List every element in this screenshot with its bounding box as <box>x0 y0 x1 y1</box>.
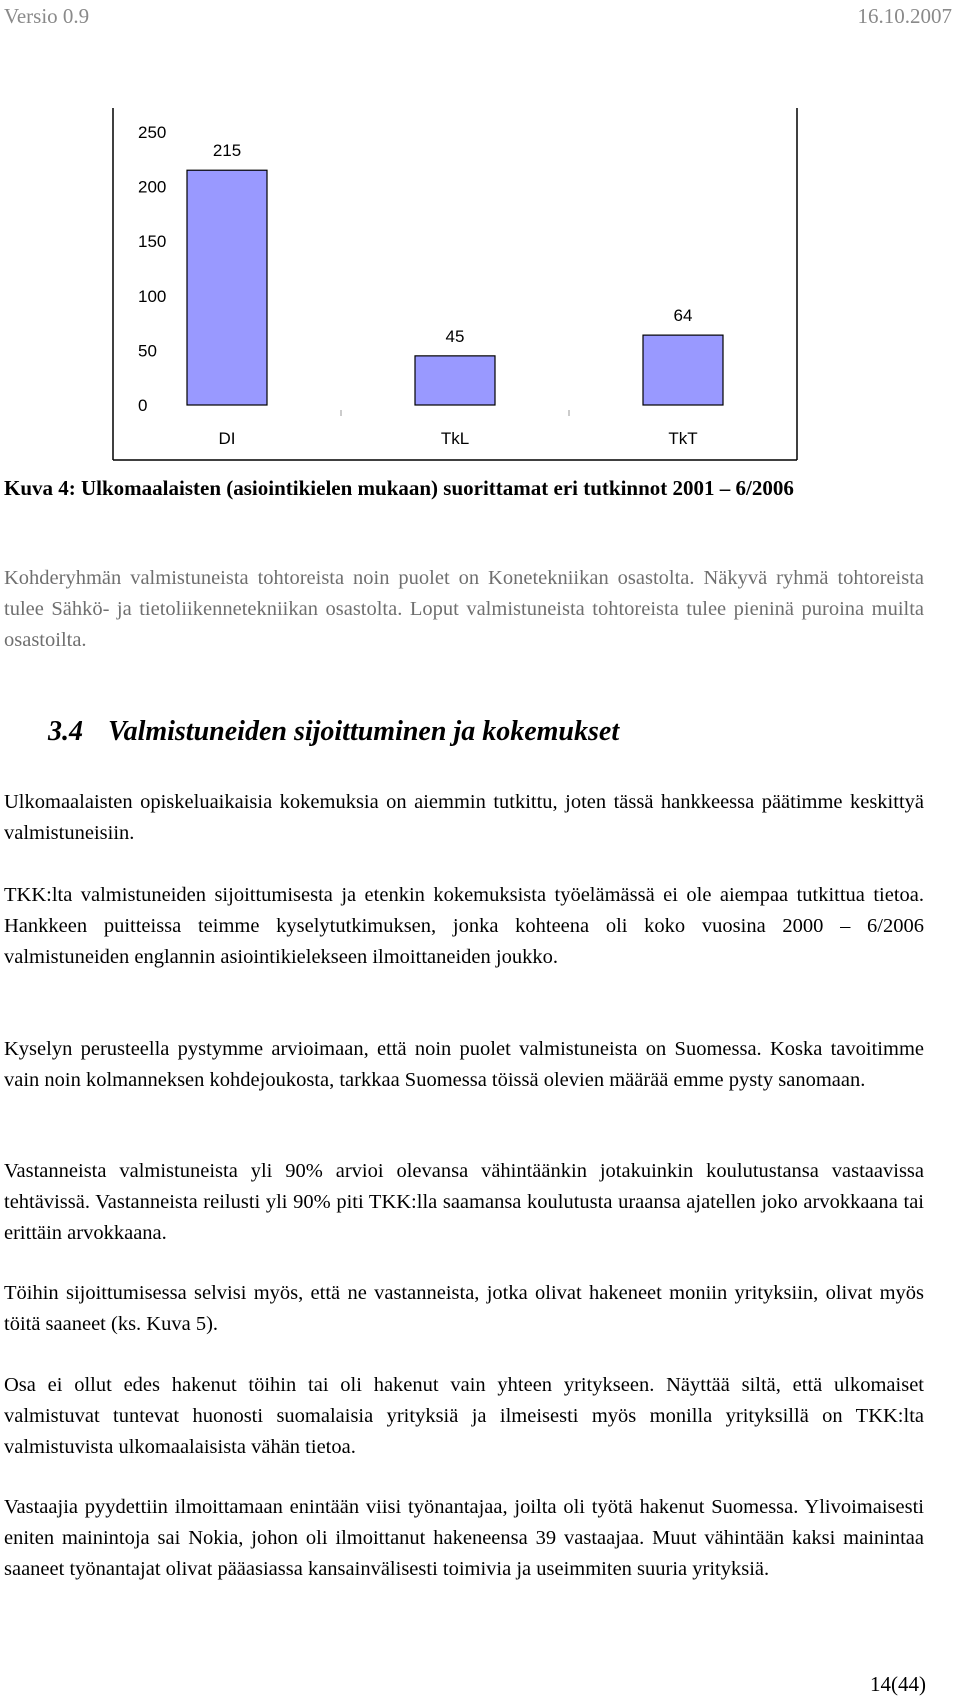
paragraph-2: TKK:lta valmistuneiden sijoittumisesta ja etenkin kokemuksista työelämässä ei ole aiempaa tutkittua tietoa. Hankkeen puitteissa teimme kyselytutkimuksen, jonka kohteena oli koko vuosina 2000 – 6/2006 valmistuneiden englannin asiointikielekseen ilmoittaneiden joukko. <box>4 884 924 968</box>
figure-caption: Kuva 4: Ulkomaalaisten (asiointikielen mukaan) suorittamat eri tutkinnot 2001 – 6/2006 <box>4 476 794 500</box>
category-label: TkL <box>440 429 470 448</box>
section-heading <box>48 716 619 748</box>
category-label: DI <box>218 429 236 448</box>
bar-value-label: 45 <box>445 326 465 346</box>
section-title: Valmistuneiden sijoittuminen ja kokemukset <box>108 716 620 747</box>
y-tick-label: 0 <box>138 396 148 415</box>
y-tick-label: 100 <box>138 286 167 306</box>
paragraph-5: Töihin sijoittumisessa selvisi myös, että ne vastanneista, jotka olivat hakeneet moniin yrityksiin, olivat myös töitä saaneet (ks. Kuva 5). <box>4 1282 924 1335</box>
bar-di <box>187 170 267 405</box>
bar-tkt <box>643 335 723 405</box>
bar-tkl <box>415 356 495 405</box>
intro-paragraph: Kohderyhmän valmistuneista tohtoreista noin puolet on Konetekniikan osastolta. Näkyvä ryhmä tohtoreista tulee Sähkö- ja tietoliikennetekniikan osastolta. Loput valmistuneista tohtoreista tulee pieninä puroina muilta osastoilta. <box>4 567 924 651</box>
y-tick-label: 50 <box>138 341 157 361</box>
bar-value-label: 215 <box>212 141 242 161</box>
page-number: 14(44) <box>870 1672 926 1696</box>
bar-chart <box>0 0 960 470</box>
paragraph-6: Osa ei ollut edes hakenut töihin tai oli hakenut vain yhteen yritykseen. Näyttää siltä, että ulkomaiset valmistuvat tuntevat huonosti suomalaisia yrityksiä ja ilmeisesti myös monilla yrityksillä on TKK:lta valmistuvista ulkomaalaisista vähän tietoa. <box>4 1374 924 1458</box>
paragraph-3: Kyselyn perusteella pystymme arvioimaan, että noin puolet valmistuneista on Suomessa. Koska tavoitimme vain noin kolmanneksen kohdejoukosta, tarkkaa Suomessa töissä olevien määrää emme pysty sanomaan. <box>4 1038 924 1091</box>
section-number: 3.4 <box>48 716 83 747</box>
paragraph-4: Vastanneista valmistuneista yli 90% arvioi olevansa vähintäänkin jotakuinkin koulutustansa vastaavissa tehtävissä. Vastanneista reilusti yli 90% piti TKK:lla saamansa koulutusta uraansa ajatellen joko arvokkaana tai erittäin arvokkaana. <box>4 1160 924 1244</box>
header-version: Versio 0.9 <box>4 4 90 28</box>
category-label: TkT <box>668 429 698 448</box>
header-date: 16.10.2007 <box>857 4 952 28</box>
y-tick-label: 250 <box>138 123 167 142</box>
y-tick-label: 200 <box>138 177 167 197</box>
paragraph-7: Vastaajia pyydettiin ilmoittamaan enintään viisi työnantajaa, joilta oli työtä hakenut Suomessa. Ylivoimaisesti eniten mainintoja sai Nokia, johon oli ilmoittanut hakeneensa 39 vastaajaa. Muut vähintään kaksi mainintaa saaneet työnantajat olivat pääasiassa kansainvälisesti toimivia ja useimmiten suuria yrityksiä. <box>4 1496 924 1580</box>
bar-value-label: 64 <box>673 306 693 326</box>
paragraph-1: Ulkomaalaisten opiskeluaikaisia kokemuksia on aiemmin tutkittu, joten tässä hankkeessa päätimme keskittyä valmistuneisiin. <box>4 791 924 844</box>
y-tick-label: 150 <box>138 232 167 252</box>
